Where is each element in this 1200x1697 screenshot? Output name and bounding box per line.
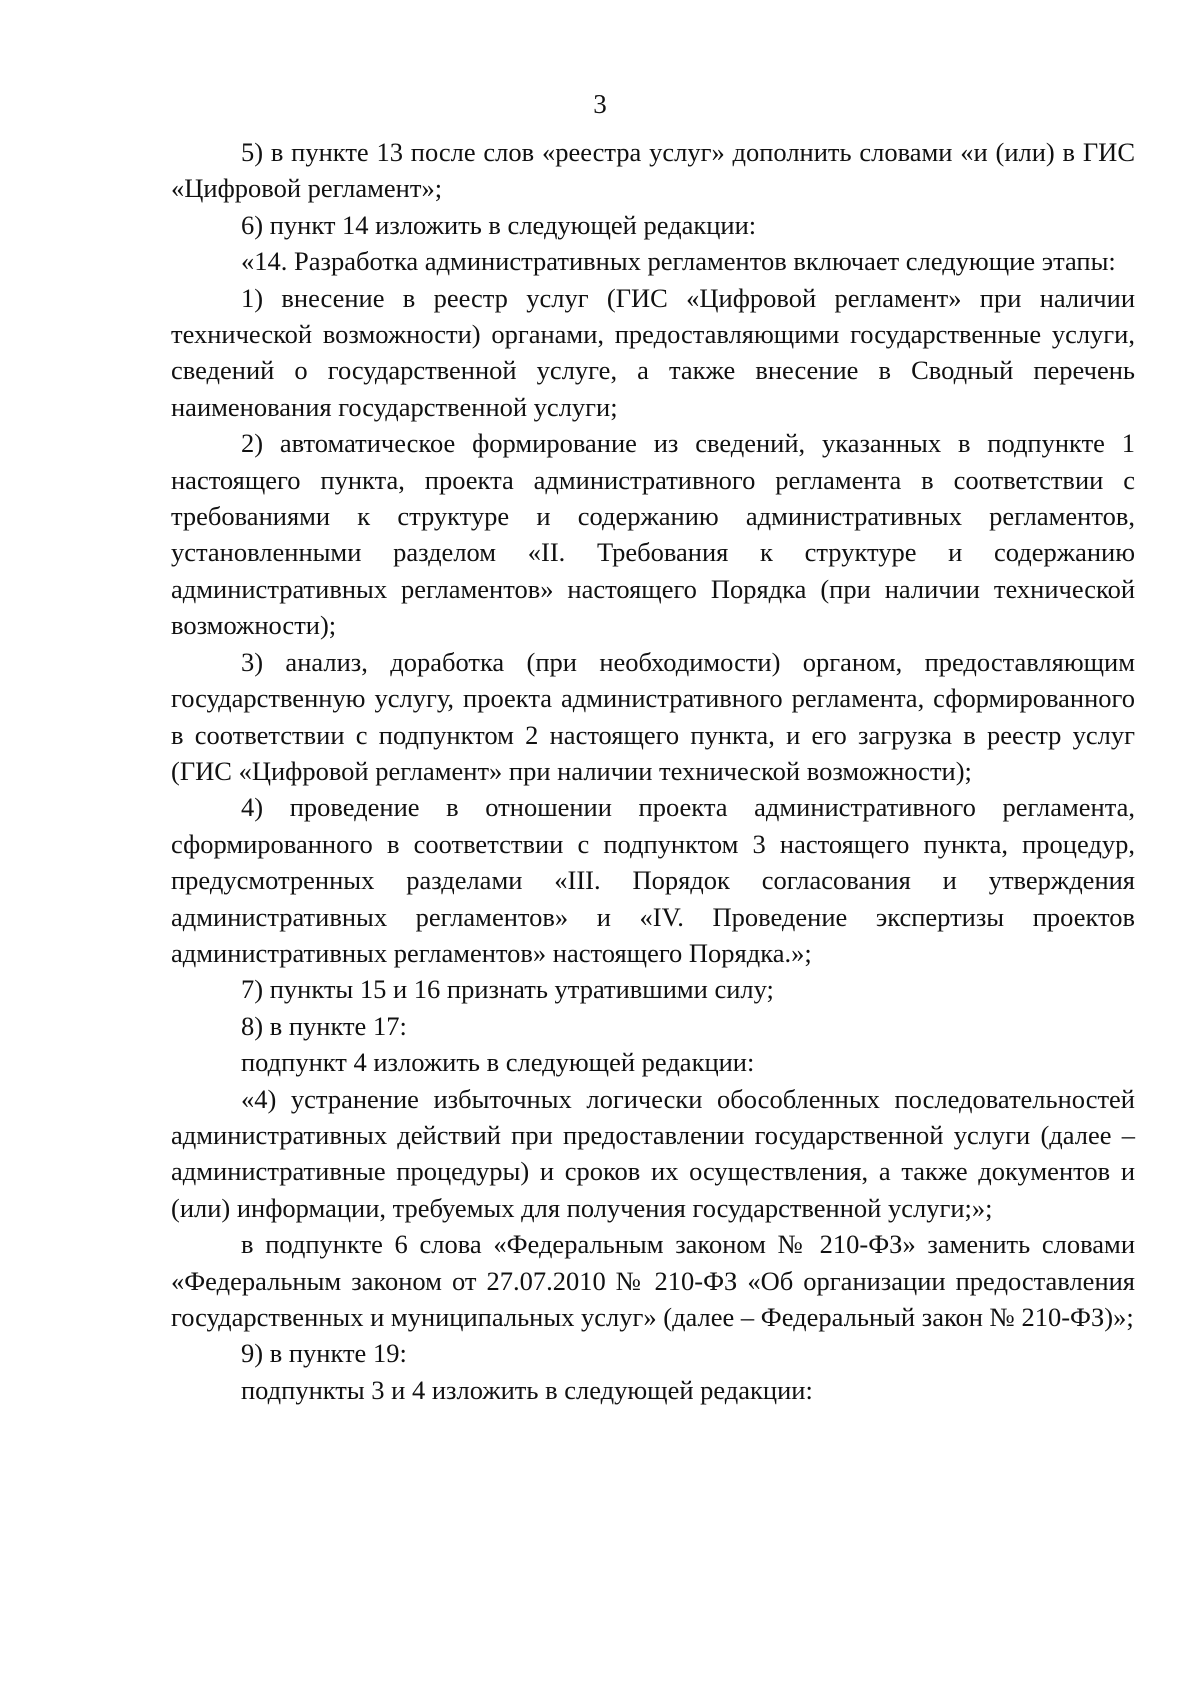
paragraph-stage-4: 4) проведение в отношении проекта административного регламента, сформированного в соответствии с подпунктом 3 настоящего пункта, процедур, предусмотренных разделами «III. Порядок согласования и утверждения административных регламентов» и «IV. Проведение экспертизы проектов административных регламентов» настоящего Порядка.»; [171, 792, 1135, 968]
page-number: 3 [593, 89, 607, 119]
paragraph-item-8: 8) в пункте 17: [241, 1010, 407, 1041]
paragraph-stage-1: 1) внесение в реестр услуг (ГИС «Цифровой регламент» при наличии технической возможности) органами, предоставляющими государственные услуги, сведений о государственной услуге, а также внесение в Сводный перечень наименования государственной услуги; [171, 282, 1135, 422]
paragraph-quote-14-heading: «14. Разработка административных регламентов включает следующие этапы: [241, 246, 1116, 277]
paragraph-stage-2: 2) автоматическое формирование из сведений, указанных в подпункте 1 настоящего пункта, проекта административного регламента в соответствии с требованиями к структуре и содержанию административных регламентов, установленными разделом «II. Требования к структуре и содержанию административных регламентов» настоящего Порядка (при наличии технической возможности); [171, 428, 1135, 641]
paragraph-item-9: 9) в пункте 19: [241, 1338, 407, 1369]
paragraph-item-5-point-13: 5) в пункте 13 после слов «реестра услуг» дополнить словами «и (или) в ГИС «Цифровой регламент»; [171, 137, 1135, 204]
document-body [171, 134, 1135, 1408]
paragraph-subpoint-4-text: «4) устранение избыточных логически обособленных последовательностей административных действий при предоставлении государственной услуги (далее – административные процедуры) и сроков их осуществления, а также документов и (или) информации, требуемых для получения государственной услуги;»; [171, 1083, 1135, 1223]
paragraph-stage-3: 3) анализ, доработка (при необходимости) органом, предоставляющим государственную услугу, проекта административного регламента, сформированного в соответствии с подпунктом 2 настоящего пункта, и его загрузка в реестр услуг (ГИС «Цифровой регламент» при наличии технической возможности); [171, 646, 1135, 786]
paragraph-subpoint-6: в подпункте 6 слова «Федеральным законом № 210-ФЗ» заменить словами «Федеральным законом от 27.07.2010 № 210-ФЗ «Об организации предоставления государственных и муниципальных услуг» (далее – Федеральный закон № 210-ФЗ)»; [171, 1229, 1135, 1332]
paragraph-subpoints-3-4: подпункты 3 и 4 изложить в следующей редакции: [241, 1374, 813, 1405]
paragraph-item-7: 7) пункты 15 и 16 признать утратившими силу; [241, 974, 774, 1005]
paragraph-subpoint-4-intro: подпункт 4 изложить в следующей редакции: [241, 1047, 755, 1078]
paragraph-item-6-point-14: 6) пункт 14 изложить в следующей редакции: [241, 209, 757, 240]
